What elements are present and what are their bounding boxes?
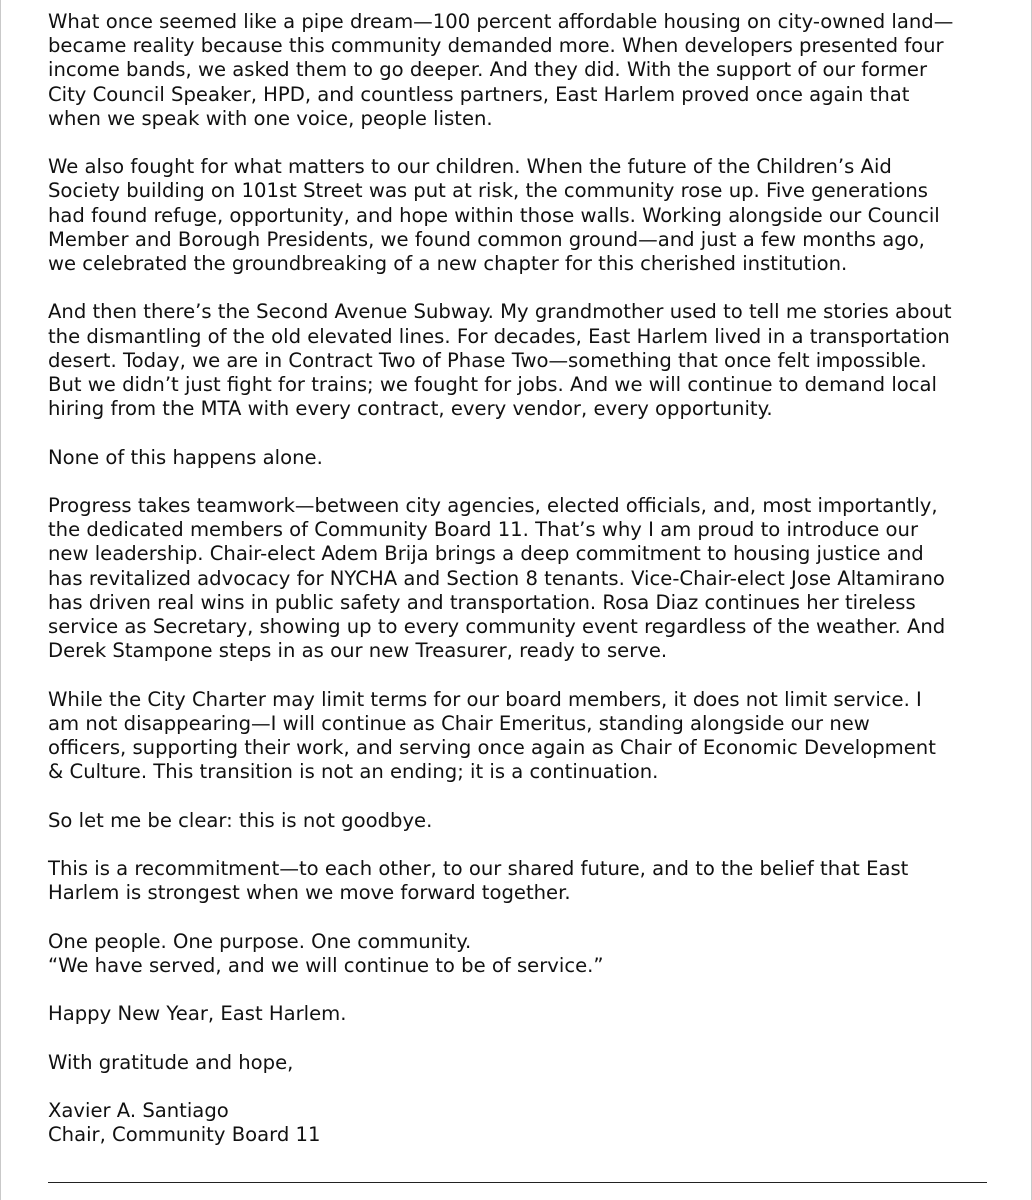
paragraph-childrens-aid: We also fought for what matters to our children. When the future of the Children’s Aid Society building on 101st Street was put at risk, the community rose up. Five generations had found refuge, opportunity, and hope within those walls. Working alongside our Council Member and Borough Presidents, we found common ground—and just a few months ago, we celebrated the groundbreaking of a new chapter for this cherished institution.	[48, 155, 940, 276]
signature-title: Chair, Community Board 11	[48, 1123, 321, 1147]
paragraph-leadership: Progress takes teamwork—between city agencies, elected officials, and, most importantly, the dedicated members of Community Board 11. That’s why I am proud to introduce our new leadership. Chair-elect Adem Brija brings a deep commitment to housing justice and has revitalized advocacy for NYCHA and Section 8 tenants. Vice-Chair-elect Jose Altamirano has driven real wins in public safety and transportation. Rosa Diaz continues her tireless service as Secretary, showing up to every community event regardless of the weather. And Derek Stampone steps in as our new Treasurer, ready to serve.	[48, 494, 946, 663]
paragraph-city-charter: While the City Charter may limit terms for our board members, it does not limit service. I am not disappearing—I will continue as Chair Emeritus, standing alongside our new officers, supporting their work, and serving once again as Chair of Economic Development & Culture. This transition is not an ending; it is a continuation.	[48, 687, 936, 784]
paragraph-none-alone: None of this happens alone.	[48, 445, 323, 469]
paragraph-one-people: One people. One purpose. One community. “We have served, and we will continue to be of service.”	[48, 929, 604, 977]
paragraph-not-goodbye: So let me be clear: this is not goodbye.	[48, 808, 433, 832]
paragraph-happy-new-year: Happy New Year, East Harlem.	[48, 1002, 347, 1026]
paragraph-housing: What once seemed like a pipe dream—100 percent affordable housing on city-owned land— became reality because this community demanded more. When developers presented four income bands, we asked them to go deeper. And they did. With the support of our former City Council Speaker, HPD, and countless partners, East Harlem proved once again that when we speak with one voice, people listen.	[48, 10, 954, 130]
footer-divider	[48, 1182, 987, 1183]
paragraph-recommitment: This is a recommitment—to each other, to our shared future, and to the belief that East Harlem is strongest when we move forward together.	[48, 857, 909, 905]
signature-block	[48, 1099, 998, 1147]
letter-body	[48, 10, 998, 1147]
signature-name: Xavier A. Santiago	[48, 1098, 229, 1122]
paragraph-subway: And then there’s the Second Avenue Subway. My grandmother used to tell me stories about the dismantling of the old elevated lines. For decades, East Harlem lived in a transportation desert. Today, we are in Contract Two of Phase Two—something that once felt impossible. But we didn’t just fight for trains; we fought for jobs. And we will continue to demand local hiring from the MTA with every contract, every vendor, every opportunity.	[48, 300, 952, 421]
closing-line: With gratitude and hope,	[48, 1050, 294, 1074]
